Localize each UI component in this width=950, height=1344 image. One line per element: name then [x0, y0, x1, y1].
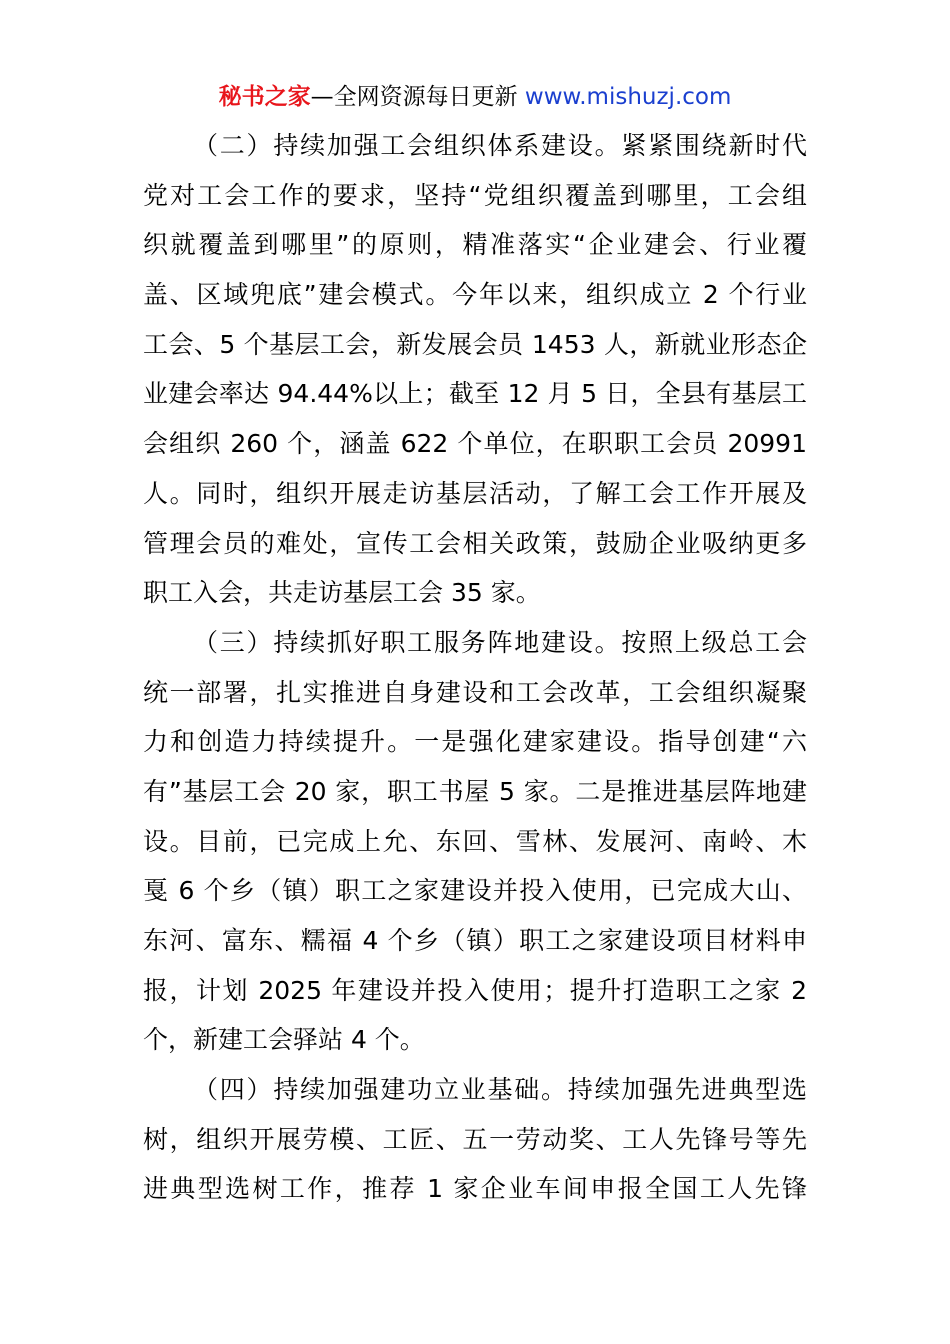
- paragraph-line: 有”基层工会 20 家，职工书屋 5 家。二是推进基层阵地建: [143, 776, 807, 806]
- paragraph-line: 工会、5 个基层工会，新发展会员 1453 人，新就业形态企: [143, 329, 807, 359]
- paragraph-line: 会组织 260 个，涵盖 622 个单位，在职职工会员 20991: [143, 429, 807, 459]
- site-header: [0, 80, 950, 114]
- paragraph-line: 戛 6 个乡（镇）职工之家建设并投入使用，已完成大山、: [143, 876, 807, 906]
- paragraph-line: 报，计划 2025 年建设并投入使用；提升打造职工之家 2: [143, 975, 807, 1005]
- paragraph-line: 人。同时，组织开展走访基层活动，了解工会工作开展及: [143, 478, 807, 508]
- paragraph-line: 管理会员的难处，宣传工会相关政策，鼓励企业吸纳更多: [143, 528, 807, 558]
- paragraph-line: 设。目前，已完成上允、东回、雪林、发展河、南岭、木: [143, 826, 807, 856]
- paragraph-line: 东河、富东、糯福 4 个乡（镇）职工之家建设项目材料申: [143, 926, 807, 955]
- document-body: [143, 121, 807, 1214]
- paragraph-first-line: （四）持续加强建功立业基础。持续加强先进典型选: [193, 1075, 807, 1105]
- paragraph-line: 力和创造力持续提升。一是强化建家建设。指导创建“六: [143, 727, 807, 757]
- paragraph-line: 党对工会工作的要求，坚持“党组织覆盖到哪里，工会组: [143, 180, 807, 210]
- paragraph-line: 盖、区域兜底”建会模式。今年以来，组织成立 2 个行业: [143, 280, 807, 310]
- paragraph-first-line: （三）持续抓好职工服务阵地建设。按照上级总工会: [193, 627, 807, 657]
- paragraph-line: 职工入会，共走访基层工会 35 家。: [143, 578, 541, 608]
- paragraph-line: 进典型选树工作，推荐 1 家企业车间申报全国工人先锋: [143, 1174, 807, 1204]
- paragraph-line: 业建会率达 94.44%以上；截至 12 月 5 日，全县有基层工: [143, 379, 807, 409]
- paragraph-line: 个，新建工会驿站 4 个。: [143, 1025, 425, 1055]
- paragraph-line: 织就覆盖到哪里”的原则，精准落实“企业建会、行业覆: [143, 230, 807, 260]
- paragraph-line: 统一部署，扎实推进自身建设和工会改革，工会组织凝聚: [143, 677, 807, 707]
- site-url-link[interactable]: www.mishuzj.com: [524, 84, 732, 110]
- site-brand: 秘书之家: [218, 84, 311, 110]
- paragraph-first-line: （二）持续加强工会组织体系建设。紧紧围绕新时代: [193, 131, 807, 160]
- site-tagline: —全网资源每日更新: [310, 84, 525, 110]
- paragraph-line: 树，组织开展劳模、工匠、五一劳动奖、工人先锋号等先: [143, 1124, 807, 1154]
